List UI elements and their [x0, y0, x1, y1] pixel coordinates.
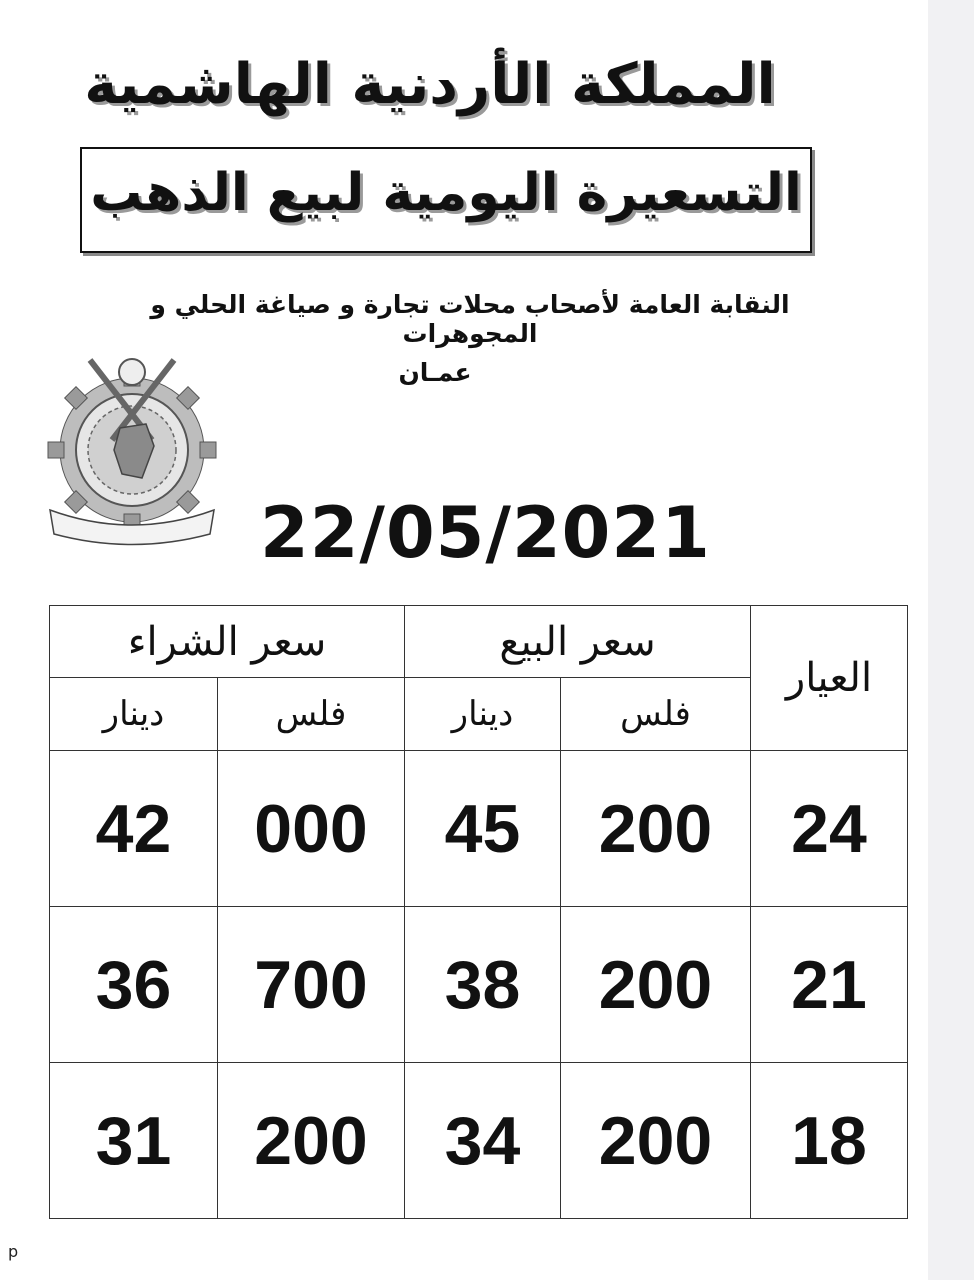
sell-fils-cell: 200	[561, 907, 751, 1063]
buy-dinar-cell: 31	[50, 1063, 218, 1219]
gold-price-table	[49, 605, 908, 1219]
table-row	[50, 1063, 908, 1219]
buy-fils-cell: 700	[218, 907, 405, 1063]
footer-mark: p	[8, 1242, 19, 1261]
buy-fils-cell: 200	[218, 1063, 405, 1219]
sell-price-header: سعر البيع	[405, 606, 751, 678]
sell-dinar-header: دينار	[405, 678, 561, 751]
karat-cell: 18	[751, 1063, 908, 1219]
karat-cell: 24	[751, 751, 908, 907]
sell-fils-cell: 200	[561, 1063, 751, 1219]
sell-dinar-cell: 45	[405, 751, 561, 907]
city-name: عمـان	[398, 358, 472, 387]
table-row	[50, 751, 908, 907]
karat-cell: 21	[751, 907, 908, 1063]
buy-fils-cell: 000	[218, 751, 405, 907]
union-emblem-logo	[42, 350, 222, 550]
title-box	[80, 147, 812, 253]
sell-dinar-cell: 34	[405, 1063, 561, 1219]
table-row	[50, 907, 908, 1063]
kingdom-heading: المملكة الأردنية الهاشمية	[84, 52, 776, 117]
buy-price-header: سعر الشراء	[50, 606, 405, 678]
price-date: 22/05/2021	[260, 492, 711, 574]
karat-header: العيار	[751, 606, 908, 751]
buy-dinar-header: دينار	[50, 678, 218, 751]
buy-dinar-cell: 42	[50, 751, 218, 907]
sell-fils-cell: 200	[561, 751, 751, 907]
sell-fils-header: فلس	[561, 678, 751, 751]
buy-dinar-cell: 36	[50, 907, 218, 1063]
page-title: التسعيرة اليومية لبيع الذهب	[90, 163, 802, 223]
side-strip	[928, 0, 974, 1280]
buy-fils-header: فلس	[218, 678, 405, 751]
sell-dinar-cell: 38	[405, 907, 561, 1063]
union-name: النقابة العامة لأصحاب محلات تجارة و صياغة الحلي و المجوهرات	[150, 290, 790, 348]
